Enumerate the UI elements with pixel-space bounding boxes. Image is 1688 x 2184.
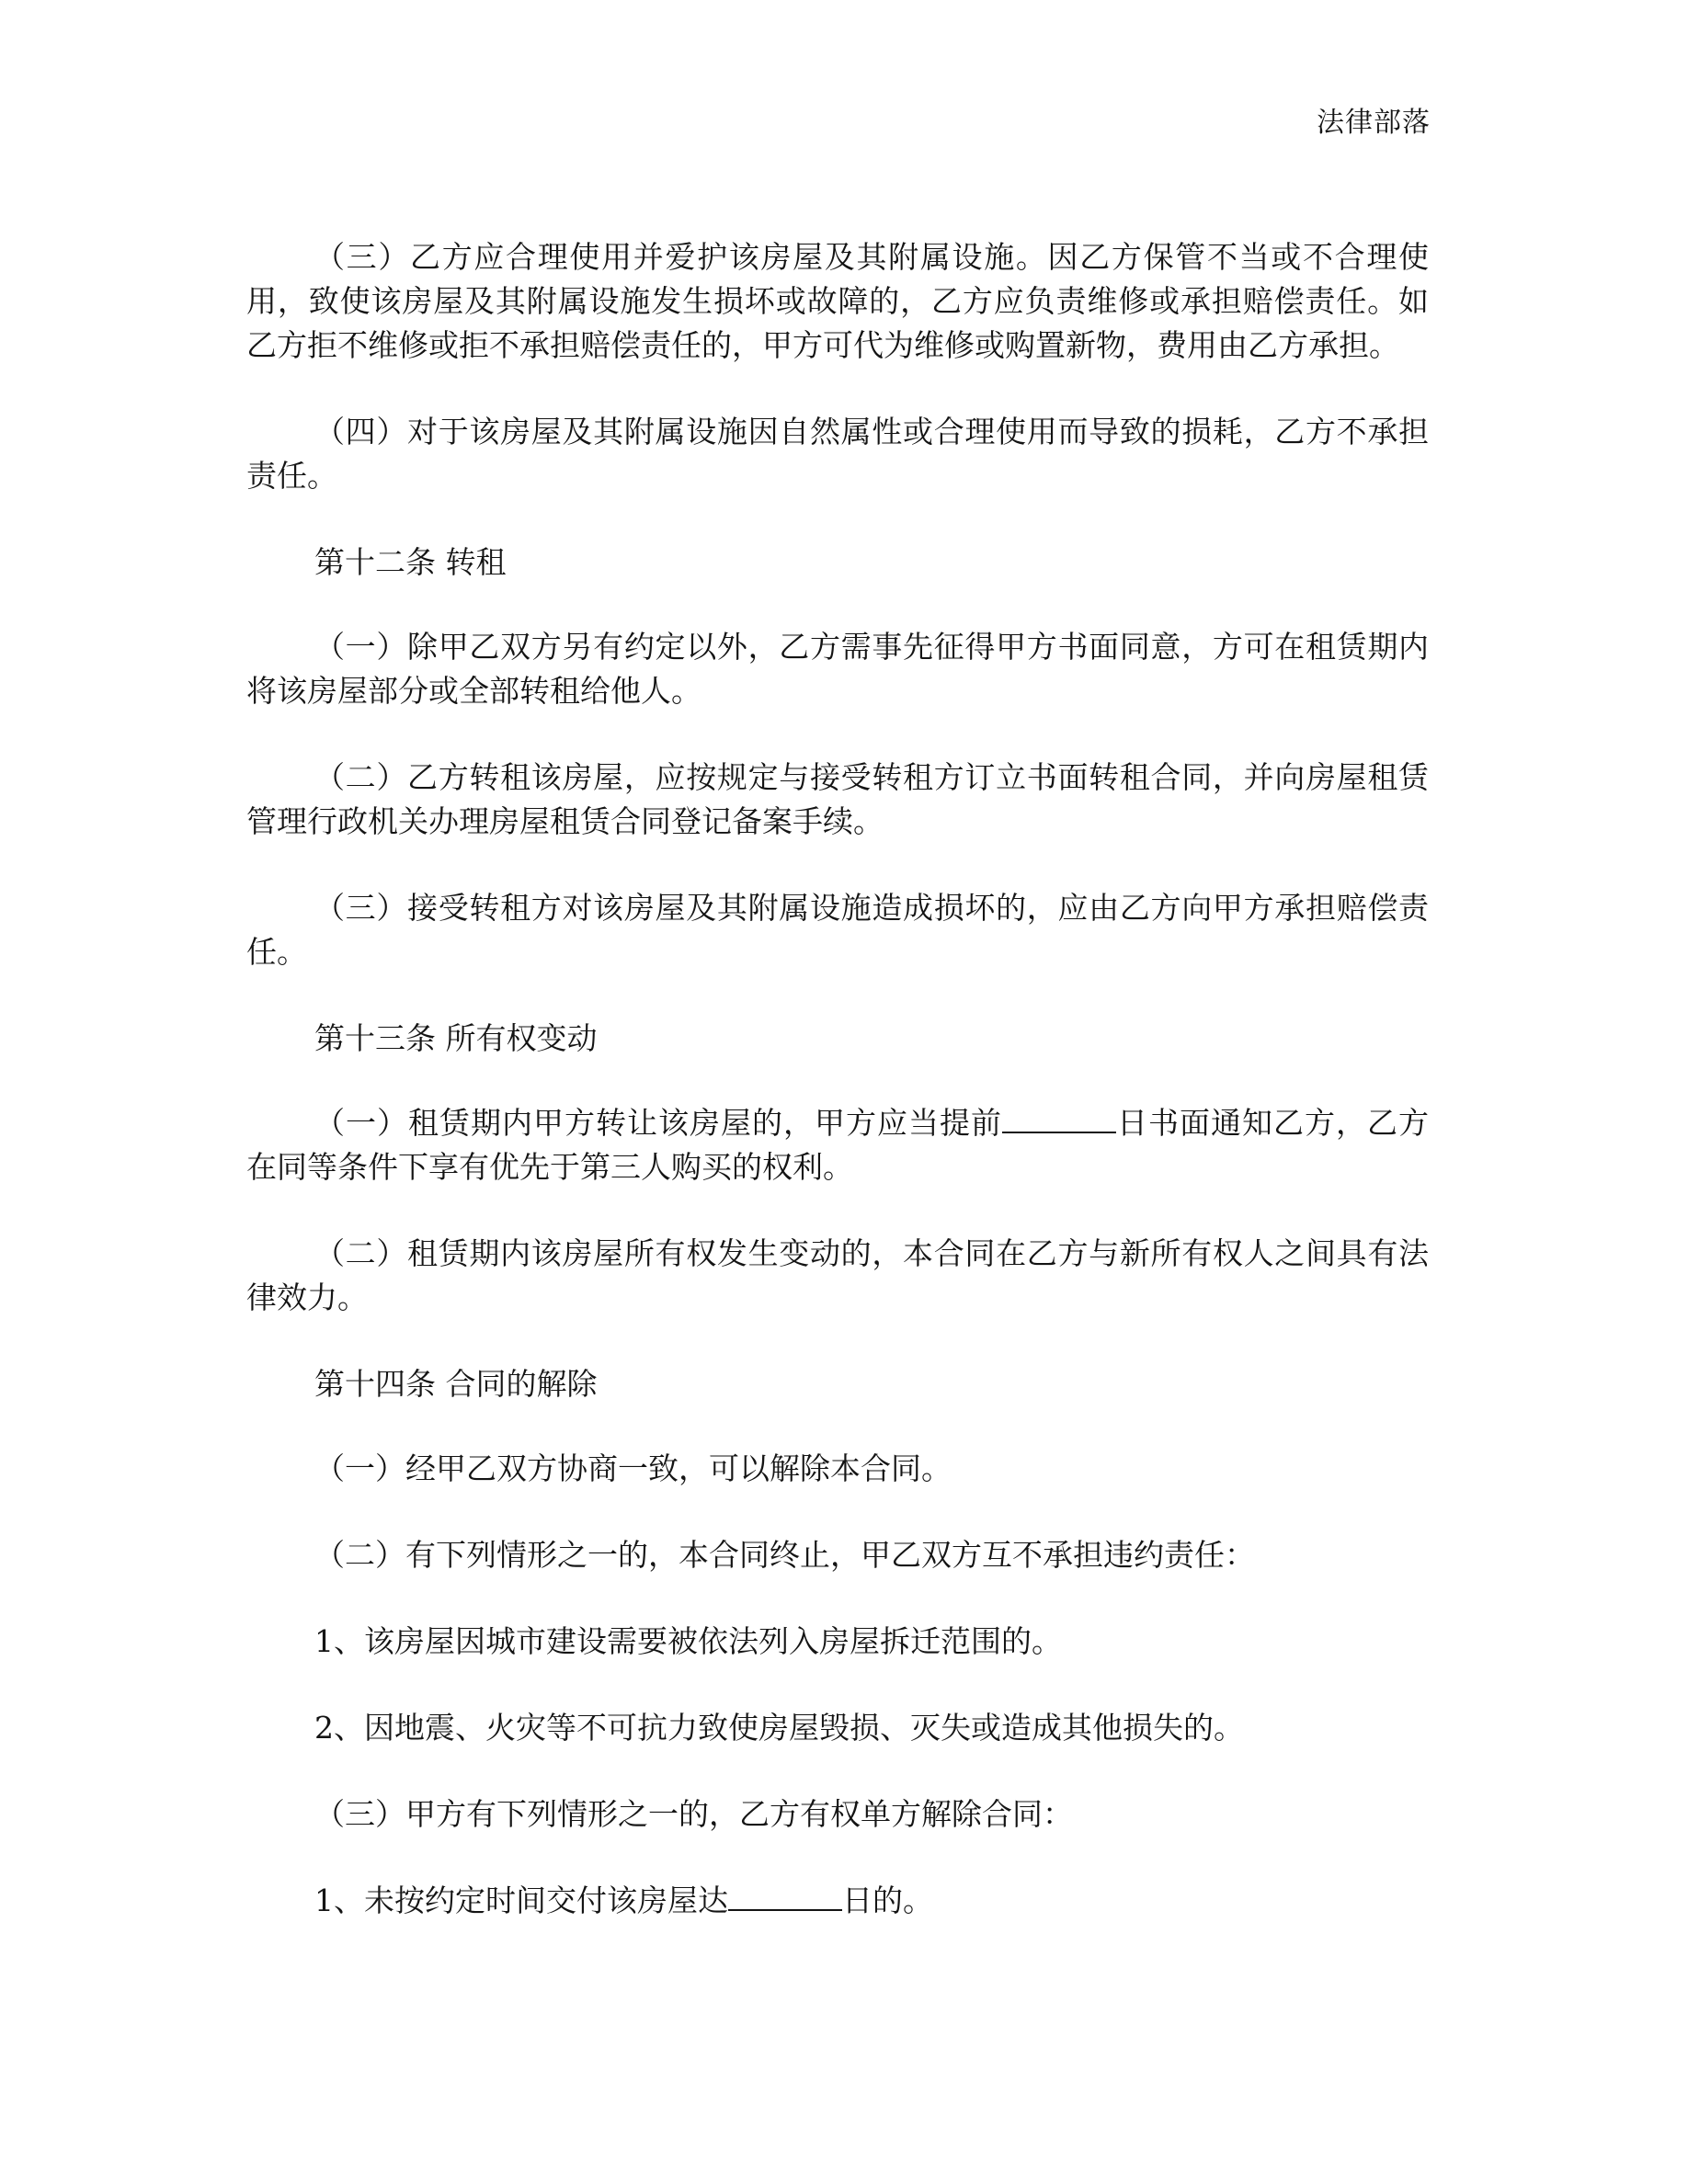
paragraph: （四）对于该房屋及其附属设施因自然属性或合理使用而导致的损耗，乙方不承担责任。 — [246, 414, 1429, 494]
fill-in-blank — [1002, 1104, 1116, 1133]
article-heading: 第十三条 所有权变动 — [314, 1020, 598, 1056]
paragraph: （一）除甲乙双方另有约定以外，乙方需事先征得甲方书面同意，方可在租赁期内将该房屋部分或全部转租给他人。 — [246, 629, 1429, 709]
paragraph-text: （一）租赁期内甲方转让该房屋的，甲方应当提前 — [314, 1105, 1002, 1141]
paragraph: （一）经甲乙双方协商一致，可以解除本合同。 — [314, 1450, 952, 1486]
paragraph: （二）有下列情形之一的，本合同终止，甲乙双方互不承担违约责任： — [314, 1537, 1255, 1573]
paragraph: （三）甲方有下列情形之一的，乙方有权单方解除合同： — [314, 1796, 1073, 1832]
fill-in-blank — [728, 1882, 842, 1911]
paragraph-text: 日书面通知乙方，乙方在同等条件下享有优先于第三人购买的权利。 — [246, 1105, 1429, 1185]
paragraph: （三）乙方应合理使用并爱护该房屋及其附属设施。因乙方保管不当或不合理使用，致使该房屋及其附属设施发生损坏或故障的，乙方应负责维修或承担赔偿责任。如乙方拒不维修或拒不承担赔偿责任的，甲方可代为维修或购置新物，费用由乙方承担。 — [246, 239, 1429, 363]
document-source-header: 法律部落 — [1317, 107, 1431, 139]
paragraph — [246, 1101, 1429, 1189]
paragraph: （二）乙方转租该房屋，应按规定与接受转租方订立书面转租合同，并向房屋租赁管理行政机关办理房屋租赁合同登记备案手续。 — [246, 759, 1429, 839]
paragraph: （三）接受转租方对该房屋及其附属设施造成损坏的，应由乙方向甲方承担赔偿责任。 — [246, 890, 1429, 970]
paragraph-text: 1、未按约定时间交付该房屋达 — [314, 1883, 728, 1918]
contract-body — [246, 235, 1429, 1965]
list-item — [246, 1879, 1429, 1923]
paragraph-text: 日的。 — [842, 1883, 933, 1918]
list-item: 2、因地震、火灾等不可抗力致使房屋毁损、灭失或造成其他损失的。 — [314, 1710, 1244, 1746]
article-heading: 第十四条 合同的解除 — [314, 1366, 598, 1402]
article-heading: 第十二条 转租 — [314, 544, 507, 580]
list-item: 1、该房屋因城市建设需要被依法列入房屋拆迁范围的。 — [314, 1623, 1062, 1659]
paragraph: （二）租赁期内该房屋所有权发生变动的，本合同在乙方与新所有权人之间具有法律效力。 — [246, 1235, 1429, 1315]
